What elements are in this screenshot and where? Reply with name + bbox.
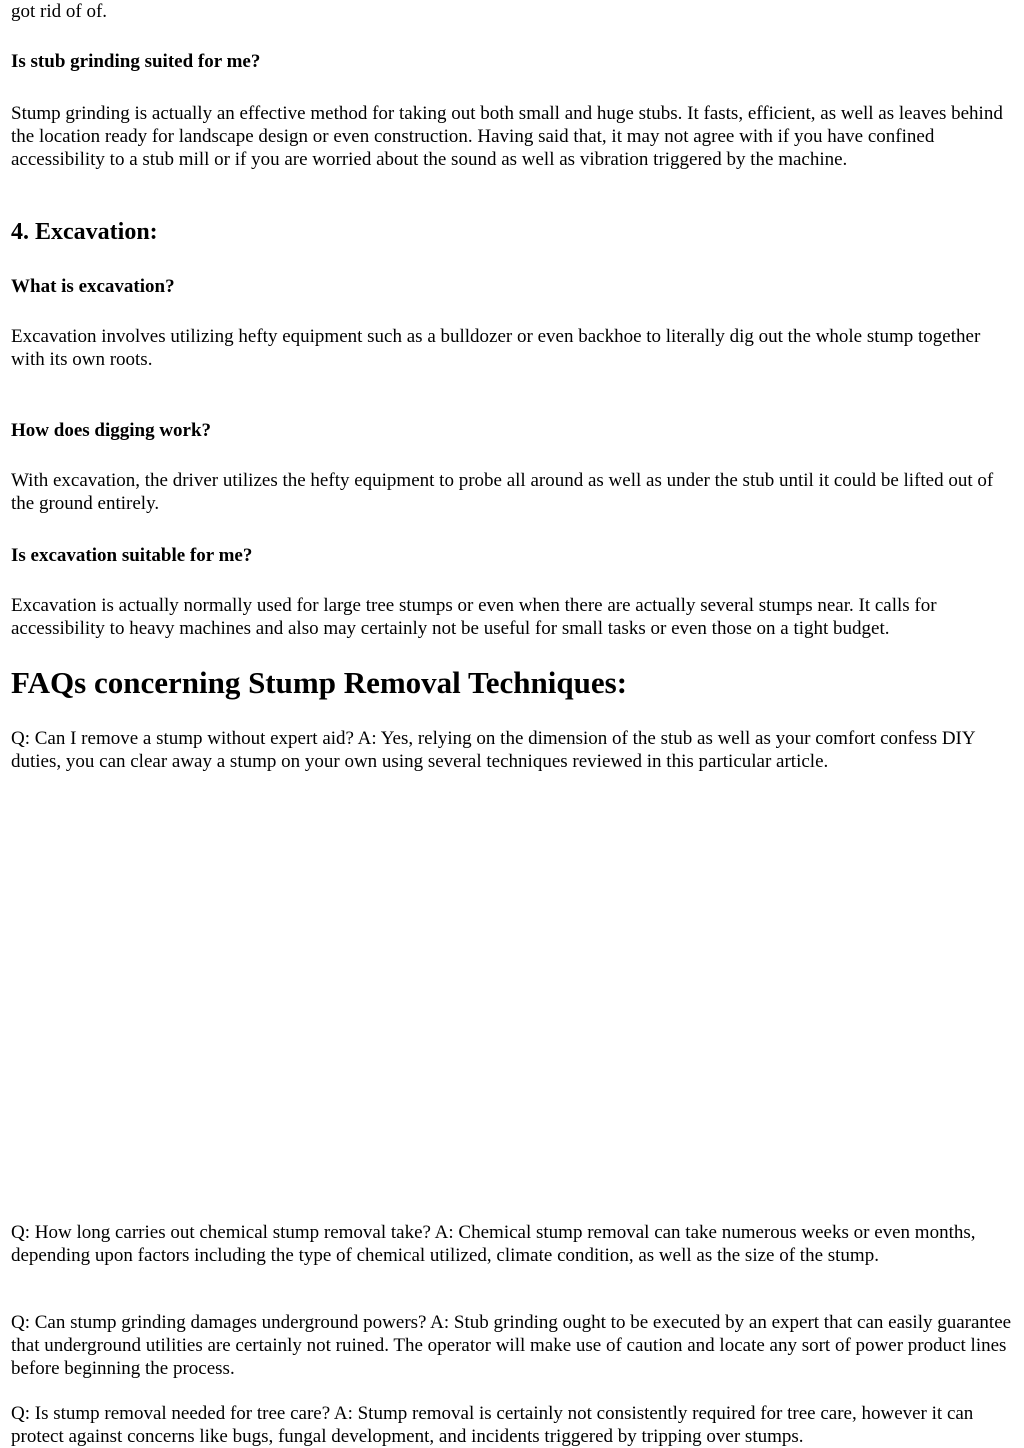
intro-tail-text: got rid of of. bbox=[11, 1, 108, 22]
faq-item-4: Q: Is stump removal needed for tree care? A: Stump removal is certainly not consistently required for tree care, however it can protect against concerns like bugs, fungal development, and incidents triggered by tripping over stumps. bbox=[11, 1403, 974, 1447]
excavation-how-question: How does digging work? bbox=[11, 420, 212, 441]
excavation-what-answer: Excavation involves utilizing hefty equipment such as a bulldozer or even backhoe to literally dig out the whole stump together with its own roots. bbox=[11, 326, 981, 370]
faq-heading: FAQs concerning Stump Removal Techniques: bbox=[11, 665, 628, 700]
excavation-heading: 4. Excavation: bbox=[11, 219, 158, 245]
grinding-suited-answer: Stump grinding is actually an effective method for taking out both small and huge stubs. It fasts, efficient, as well as leaves behind the location ready for landscape design or even construction. Having said that, it may not agree with if you have confined accessibility to a stub mill or if you are worried about the sound as well as vibration triggered by the machine. bbox=[11, 103, 1003, 170]
excavation-suitable-question: Is excavation suitable for me? bbox=[11, 545, 253, 566]
excavation-how-answer: With excavation, the driver utilizes the hefty equipment to probe all around as well as under the stub until it could be lifted out of the ground entirely. bbox=[11, 470, 994, 514]
faq-item-2: Q: How long carries out chemical stump removal take? A: Chemical stump removal can take numerous weeks or even months, depending upon factors including the type of chemical utilized, climate condition, as well as the size of the stump. bbox=[11, 1222, 976, 1266]
embedded-content-blank bbox=[11, 790, 1016, 1215]
excavation-what-question: What is excavation? bbox=[11, 276, 175, 297]
faq-item-3: Q: Can stump grinding damages underground powers? A: Stub grinding ought to be executed by an expert that can easily guarantee that underground utilities are certainly not ruined. The operator will make use of caution and locate any sort of power product lines before beginning the process. bbox=[11, 1312, 1012, 1379]
grinding-suited-question: Is stub grinding suited for me? bbox=[11, 51, 261, 72]
faq-item-1: Q: Can I remove a stump without expert aid? A: Yes, relying on the dimension of the stub as well as your comfort confess DIY duties, you can clear away a stump on your own using several techniques reviewed in this particular article. bbox=[11, 728, 975, 772]
excavation-suitable-answer: Excavation is actually normally used for large tree stumps or even when there are actually several stumps near. It calls for accessibility to heavy machines and also may certainly not be useful for small tasks or even those on a tight budget. bbox=[11, 595, 937, 639]
